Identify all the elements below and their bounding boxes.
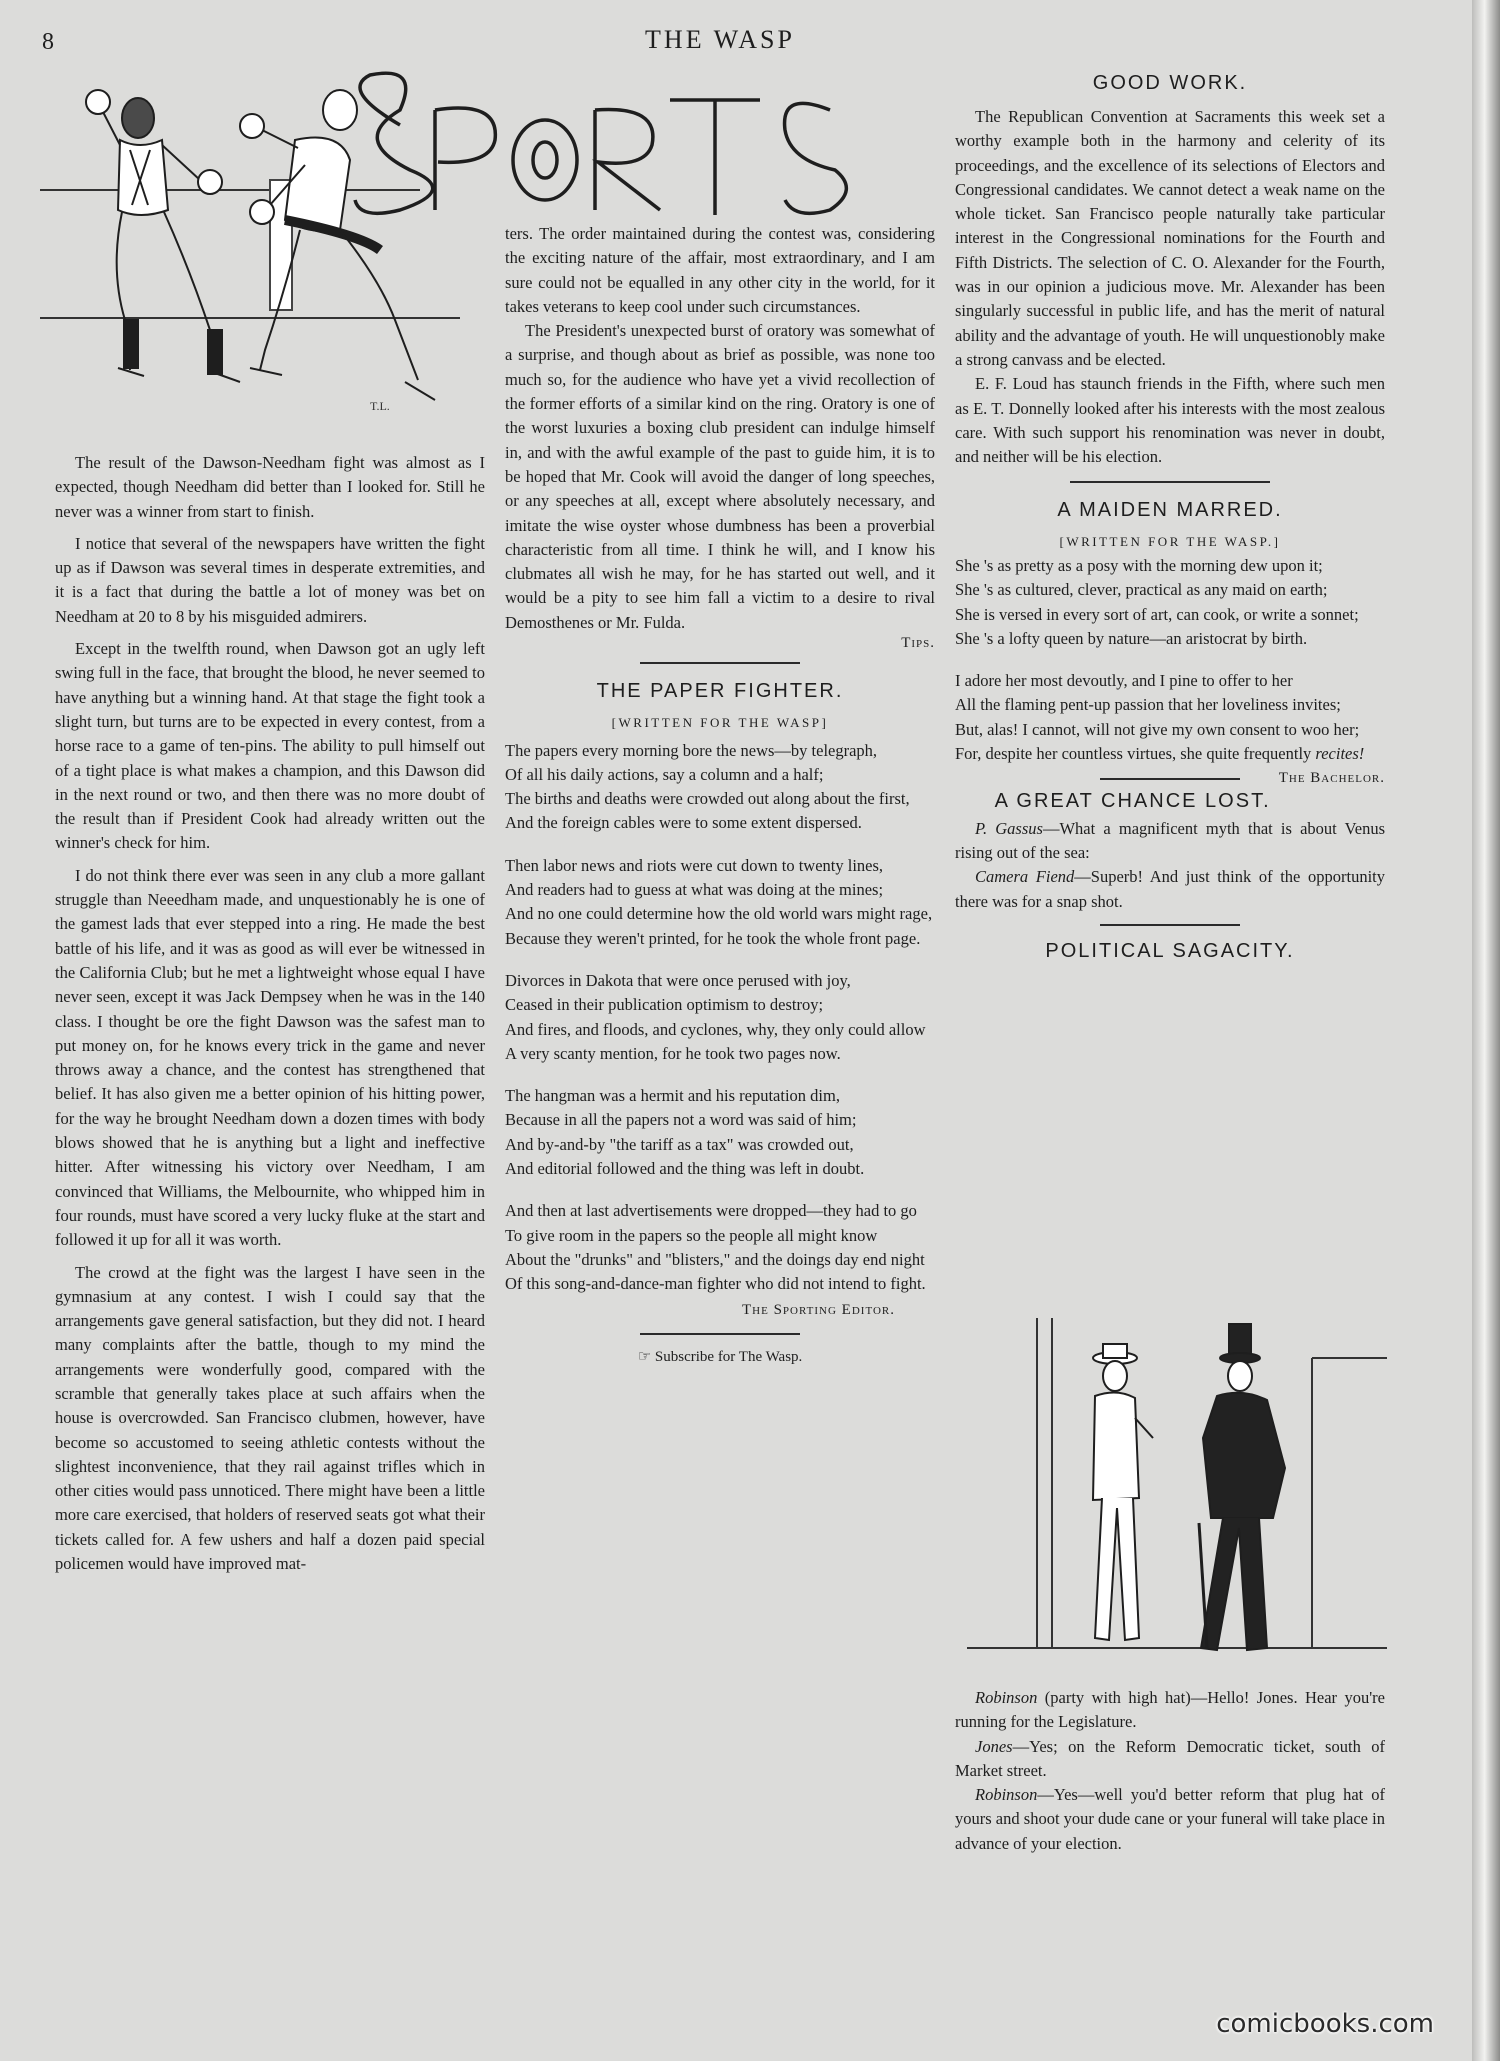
dialogue-text: —Yes; on the Reform Democratic ticket, south of Market street. <box>955 1736 1385 1780</box>
political-sagacity-cartoon <box>967 1318 1387 1678</box>
poem-line: She 's a lofty queen by nature—an aristocrat by birth. <box>955 628 1308 648</box>
paragraph: The crowd at the fight was the largest I have seen in the gymnasium at any contest. I wish I could say that the arrangements gave general satisfaction, but they did not. I heard many complaints after the battle, though to my mind the arrangements were wonderfully good, compared with the scramble that generally takes place at such affairs when the house is overcrowded. San Francisco clubmen, however, have become so accustomed to seeing athletic contests without the slightest inconvenience, that they rail against trifles which in other cities would pass unnoticed. There might have been a little more care exercised, that holders of reserved seats got what their tickets called for. A few ushers and half a dozen paid special policemen would have improved mat- <box>55 1262 485 1574</box>
paragraph: The President's unexpected burst of oratory was somewhat of a surprise, and though about as brief as possible, was none too much so, for the audience who have yet a vivid recollection of the former efforts of a similar kind on the ring. Oratory is one of the worst luxuries a boxing club president can indulge himself in, and with the awful example of the past to guide him, it is to be hoped that Mr. Cook will avoid the danger of long speeches, or any speeches at all, except where absolutely necessary, and imitate the wise oyster whose dumbness has been a proverbial characteristic from all time. I think he will, and I know his clubmates all wish he may, for he has started out well, and it would be a pity to see him fall a victim to a desire to rival Demosthenes or Mr. Fulda. <box>505 321 935 632</box>
sagacity-title: POLITICAL SAGACITY. <box>1045 939 1295 962</box>
maiden-byline: [WRITTEN FOR THE WASP.] <box>1059 533 1281 549</box>
poem-line: And fires, and floods, and cyclones, why, they only could allow <box>505 1019 926 1039</box>
poem-line: Divorces in Dakota that were once perused with joy, <box>505 970 851 990</box>
speaker: Robinson <box>975 1688 1038 1707</box>
poem-line: She is versed in every sort of art, can cook, or write a sonnet; <box>955 604 1359 624</box>
page-header <box>0 25 1472 59</box>
poem-line-text: For, despite her countless virtues, she quite frequently <box>955 744 1312 764</box>
dialogue-text: —Superb! And just think of the opportunity there was for a snap shot. <box>955 867 1386 911</box>
page-binding-edge <box>1472 0 1500 2061</box>
dialogue-line <box>955 1686 1385 1735</box>
speaker: Camera Fiend <box>975 867 1075 887</box>
poem-line: The hangman was a hermit and his reputation dim, <box>505 1086 840 1106</box>
dialogue-line <box>955 865 1385 914</box>
paragraph: I do not think there ever was seen in any club a more gallant struggle than Neeedham made, and unquestionably he is one of the gamest lads that ever stepped into a ring. He made the best battle of his life, and it was as good as will ever be witnessed in the California Club; but he met a lightweight whose equal I have never seen, except it was Jack Dempsey when he was in the 140 class. I thought be ore the fight Dawson was the safest man to put money on, for he knows every trick in the game and never throws away a chance, and the contest has strengthened that belief. It has also given me a better opinion of his hitting power, for the way he brought Needham down a dozen times with body blows showed that he is anything but a light and ineffective hitter. After witnessing his victory over Needham, I am convinced that Williams, the Melbournite, who whipped him in four rounds, must have scored a very lucky fluke at the start and followed it up for all it was worth. <box>55 865 485 1250</box>
speaker-aside: (party with high hat) <box>1037 1688 1191 1707</box>
paragraph: ters. The order maintained during the contest was, considering the exciting nature of the affair, most extraordinary, and I am sure could not be equalled in any other city in the world, for it takes veterans to keep cool under such circumstances. <box>505 224 935 316</box>
poem-last-word: recites! <box>1315 744 1365 764</box>
divider <box>1070 481 1270 483</box>
poem-line: And no one could determine how the old world wars might rage, <box>505 904 933 924</box>
dialogue-text: —What a magnificent myth that is about Venus rising out of the sea: <box>955 818 1385 863</box>
poem-line: Because in all the papers not a word was said of him; <box>505 1110 857 1130</box>
divider <box>1100 778 1240 780</box>
column-middle <box>505 222 935 1366</box>
poem-line: And editorial followed and the thing was left in doubt. <box>505 1159 865 1178</box>
chance-title: A GREAT CHANCE LOST. <box>994 789 1271 812</box>
speaker: Jones <box>975 1736 1013 1756</box>
column-sports-article <box>55 451 485 1576</box>
poem-line: And by-and-by "the tariff as a tax" was crowded out, <box>505 1134 854 1154</box>
dialogue-line <box>955 1735 1385 1784</box>
poem-maiden-marred <box>955 554 1385 787</box>
poem-line: Of this song-and-dance-man fighter who did not intend to fight. <box>505 1274 926 1294</box>
svg-text:T.L.: T.L. <box>370 399 390 413</box>
poem-line: She 's as cultured, clever, practical as any maid on earth; <box>955 580 1328 600</box>
poem-line: The births and deaths were crowded out along about the first, <box>505 789 910 809</box>
divider <box>640 1333 800 1335</box>
poem-line: Ceased in their publication optimism to destroy; <box>505 995 824 1015</box>
poem-line: The papers every morning bore the news—by telegraph, <box>505 740 878 760</box>
maiden-title: A MAIDEN MARRED. <box>1057 498 1283 521</box>
sports-banner-lettering <box>355 73 846 215</box>
poem-line: To give room in the papers so the people all might know <box>505 1225 878 1245</box>
poem-line: I adore her most devoutly, and I pine to offer to her <box>955 671 1293 691</box>
boxer-left <box>86 90 240 382</box>
dialogue-line <box>955 1783 1385 1856</box>
paragraph: E. F. Loud has staunch friends in the Fifth, where such men as E. T. Donnelly looked after his interests with the most zealous care. With such support his renomination was never in doubt, and neither will be his election. <box>955 374 1385 467</box>
column-right <box>955 72 1385 963</box>
paragraph: The result of the Dawson-Needham fight was almost as I expected, though Needham did better than I looked for. Still he never was a winner from start to finish. <box>55 453 485 521</box>
poem-line: About the "drunks" and "blisters," and the doings day end night <box>505 1249 925 1269</box>
watermark: comicbooks.com <box>1216 2009 1434 2039</box>
divider <box>1100 924 1240 926</box>
paragraph: I notice that several of the newspapers have written the fight up as if Dawson was several times in desperate extremities, and it is a fact that during the battle a lot of money was bet on Needham at 20 to 8 by his misguided admirers. <box>55 533 485 626</box>
poem-paper-fighter <box>505 739 935 1297</box>
poem-line: A very scanty mention, for he took two pages now. <box>505 1043 841 1063</box>
page-number: 8 <box>42 29 54 55</box>
divider <box>640 662 800 664</box>
masthead: THE WASP <box>645 25 795 54</box>
poem-line: Then labor news and riots were cut down to twenty lines, <box>505 855 884 875</box>
paragraph: The Republican Convention at Sacraments this week set a worthy example both in the harmony and celerity of its proceedings, and the excellence of its selections of Electors and Congressional candidates. We cannot detect a weak name on the whole ticket. San Francisco people naturally take particular interest in the Congressional nominations for the Fourth and Fifth Districts. The selection of C. O. Alexander for the Fourth, was in our opinion a judicious move. Mr. Alexander has been singularly successful in public life, and has the merit of natural ability and the advantage of youth. He will unquestionobly make a strong canvass and be elected. <box>955 107 1385 369</box>
poem-byline: [WRITTEN FOR THE WASP] <box>611 714 829 730</box>
poem-line: And the foreign cables were to some extent dispersed. <box>505 813 862 833</box>
poem-line: But, alas! I cannot, will not give my own consent to woo her; <box>955 719 1360 739</box>
poem-line: And then at last advertisements were dropped—they had to go <box>505 1201 917 1221</box>
tips-signature: Tips. <box>901 635 935 652</box>
dialogue-text: —Yes—well you'd better reform that plug hat of yours and shoot your dude cane or your funeral will take place in advance of your election. <box>955 1785 1385 1853</box>
poem-line <box>955 742 1385 787</box>
poem-signature: The Sporting Editor. <box>742 1302 895 1319</box>
subscribe-notice <box>505 1347 935 1366</box>
paragraph: Except in the twelfth round, when Dawson got an ugly left swing full in the face, that brought the blood, he never seemed to have anything but a winning hand. At that stage the fight took a slight turn, but turns are to be expected in every contest, from a horse race to a game of ten-pins. The ability to pull himself out of a tight place is what makes a champion, and this Dawson did in the next round or two, and then there was no more doubt of the result than if President Cook had already written out the winner's check for him. <box>55 639 485 853</box>
poem-line: Of all his daily actions, say a column and a half; <box>505 764 824 784</box>
boxing-ring <box>40 180 460 318</box>
maiden-signature: The Bachelor. <box>1278 770 1385 787</box>
pointing-hand-icon: ☞ <box>637 1348 652 1365</box>
poem-line: All the flaming pent-up passion that her loveliness invites; <box>955 695 1341 715</box>
dialogue-text: —Hello! Jones. Hear you're running for the Legislature. <box>955 1688 1385 1732</box>
speaker: P. Gassus <box>975 818 1043 838</box>
poem-line: And readers had to guess at what was doing at the mines; <box>505 880 884 900</box>
dialogue-line <box>955 817 1385 866</box>
good-work-title: GOOD WORK. <box>1092 72 1248 94</box>
subscribe-text: Subscribe for The Wasp. <box>654 1348 803 1365</box>
sagacity-caption <box>955 1686 1385 1856</box>
poem-title: THE PAPER FIGHTER. <box>596 679 844 702</box>
poem-line: Because they weren't printed, for he took the whole front page. <box>505 928 921 948</box>
poem-line: She 's as pretty as a posy with the morning dew upon it; <box>955 555 1323 575</box>
speaker: Robinson <box>975 1785 1038 1805</box>
